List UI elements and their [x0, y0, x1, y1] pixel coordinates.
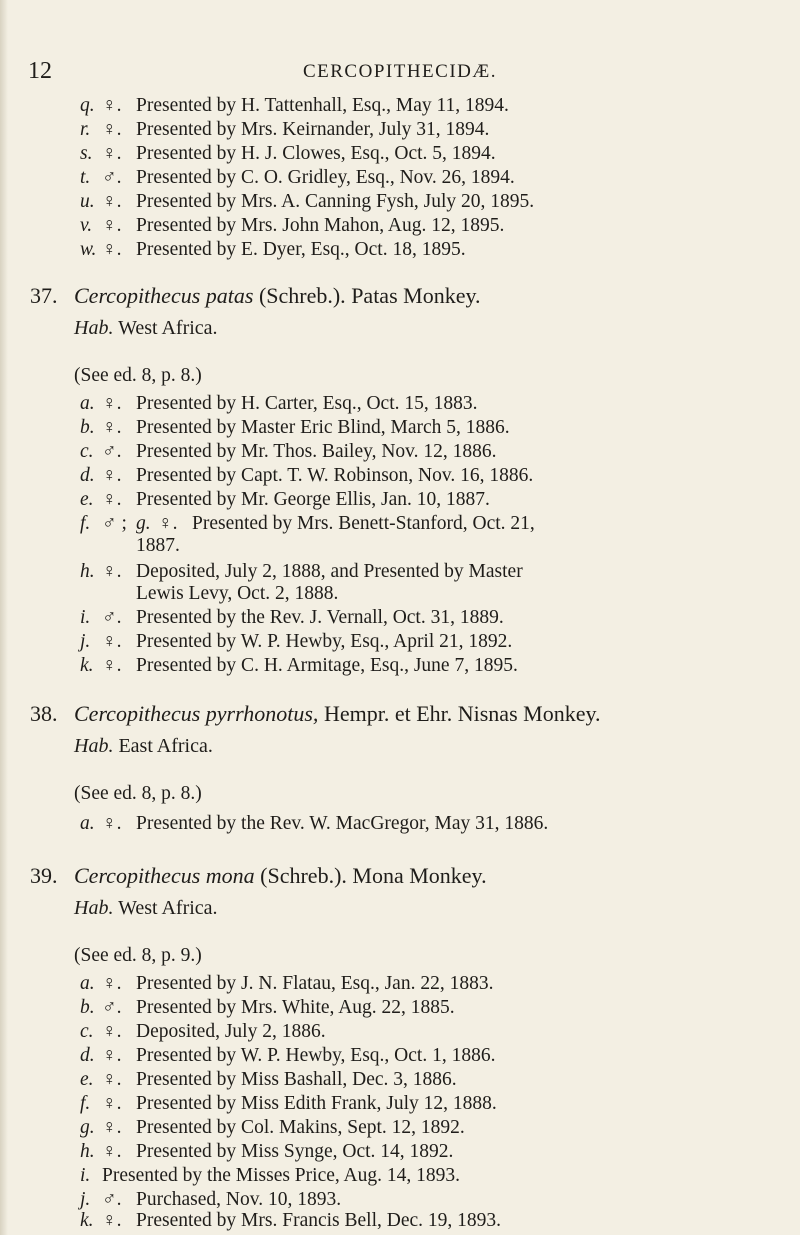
page-header	[0, 58, 800, 88]
see-reference: (See ed. 8, p. 8.)	[74, 783, 202, 804]
entry-line: t. ♂. Presented by C. O. Gridley, Esq., Nov. 26, 1894.	[80, 167, 515, 188]
entry-continuation: Lewis Levy, Oct. 2, 1888.	[136, 583, 339, 604]
entry-line: h. ♀. Presented by Miss Synge, Oct. 14, 1892.	[80, 1141, 454, 1162]
entry-line: i. Presented by the Misses Price, Aug. 14, 1893.	[80, 1165, 461, 1186]
entry-line: d. ♀. Presented by W. P. Hewby, Esq., Oct. 1, 1886.	[80, 1045, 496, 1066]
entry-line: d. ♀. Presented by Capt. T. W. Robinson, Nov. 16, 1886.	[80, 465, 534, 486]
page-edge	[0, 0, 8, 1235]
species-heading: 37. Cercopithecus patas (Schreb.). Patas Monkey.	[30, 283, 481, 308]
species-heading: 38. Cercopithecus pyrrhonotus, Hempr. et Ehr. Nisnas Monkey.	[30, 701, 601, 726]
running-head: CERCOPITHECIDÆ.	[302, 61, 498, 82]
see-reference: (See ed. 8, p. 9.)	[74, 945, 202, 966]
habitat: Hab. East Africa.	[74, 735, 213, 757]
entry-line: c. ♂. Presented by Mr. Thos. Bailey, Nov. 12, 1886.	[80, 441, 497, 462]
habitat: Hab. West Africa.	[74, 897, 218, 919]
entry-line: b. ♂. Presented by Mrs. White, Aug. 22, 1885.	[80, 997, 455, 1018]
entry-line: q. ♀. Presented by H. Tattenhall, Esq., May 11, 1894.	[80, 95, 509, 116]
entry-line: a. ♀. Presented by H. Carter, Esq., Oct. 15, 1883.	[80, 393, 478, 414]
entry-line: g. ♀. Presented by Col. Makins, Sept. 12, 1892.	[80, 1117, 465, 1138]
entry-line: b. ♀. Presented by Master Eric Blind, March 5, 1886.	[80, 417, 510, 438]
see-reference: (See ed. 8, p. 8.)	[74, 365, 202, 386]
entry-line: j. ♂. Purchased, Nov. 10, 1893.	[80, 1189, 342, 1210]
entry-line: j. ♀. Presented by W. P. Hewby, Esq., April 21, 1892.	[80, 631, 513, 652]
entry-line: s. ♀. Presented by H. J. Clowes, Esq., Oct. 5, 1894.	[80, 143, 496, 164]
entry-line: v. ♀. Presented by Mrs. John Mahon, Aug. 12, 1895.	[80, 215, 505, 236]
habitat: Hab. West Africa.	[74, 317, 218, 339]
entry-line: a. ♀. Presented by J. N. Flatau, Esq., Jan. 22, 1883.	[80, 973, 494, 994]
entry-line: e. ♀. Presented by Miss Bashall, Dec. 3, 1886.	[80, 1069, 457, 1090]
entry-line: k. ♀. Presented by C. H. Armitage, Esq., June 7, 1895.	[80, 655, 518, 676]
entry-line: r. ♀. Presented by Mrs. Keirnander, July 31, 1894.	[80, 119, 490, 140]
entry-line: a. ♀. Presented by the Rev. W. MacGregor, May 31, 1886.	[80, 813, 549, 834]
entry-line: h. ♀. Deposited, July 2, 1888, and Presented by Master	[80, 561, 523, 582]
entry-line: f. ♀. Presented by Miss Edith Frank, July 12, 1888.	[80, 1093, 497, 1114]
entry-line: u. ♀. Presented by Mrs. A. Canning Fysh, July 20, 1895.	[80, 191, 535, 212]
entry-line: e. ♀. Presented by Mr. George Ellis, Jan. 10, 1887.	[80, 489, 490, 510]
species-heading: 39. Cercopithecus mona (Schreb.). Mona Monkey.	[30, 863, 487, 888]
entry-line: c. ♀. Deposited, July 2, 1886.	[80, 1021, 326, 1042]
entry-line: w. ♀. Presented by E. Dyer, Esq., Oct. 18, 1895.	[80, 239, 466, 260]
entry-line: i. ♂. Presented by the Rev. J. Vernall, Oct. 31, 1889.	[80, 607, 504, 628]
entry-line: k. ♀. Presented by Mrs. Francis Bell, Dec. 19, 1893.	[80, 1210, 502, 1231]
page-number: 12	[28, 58, 52, 84]
entry-line: f. ♂ ; g. ♀. Presented by Mrs. Benett-Stanford, Oct. 21,	[80, 513, 535, 534]
entry-continuation: 1887.	[136, 535, 180, 556]
